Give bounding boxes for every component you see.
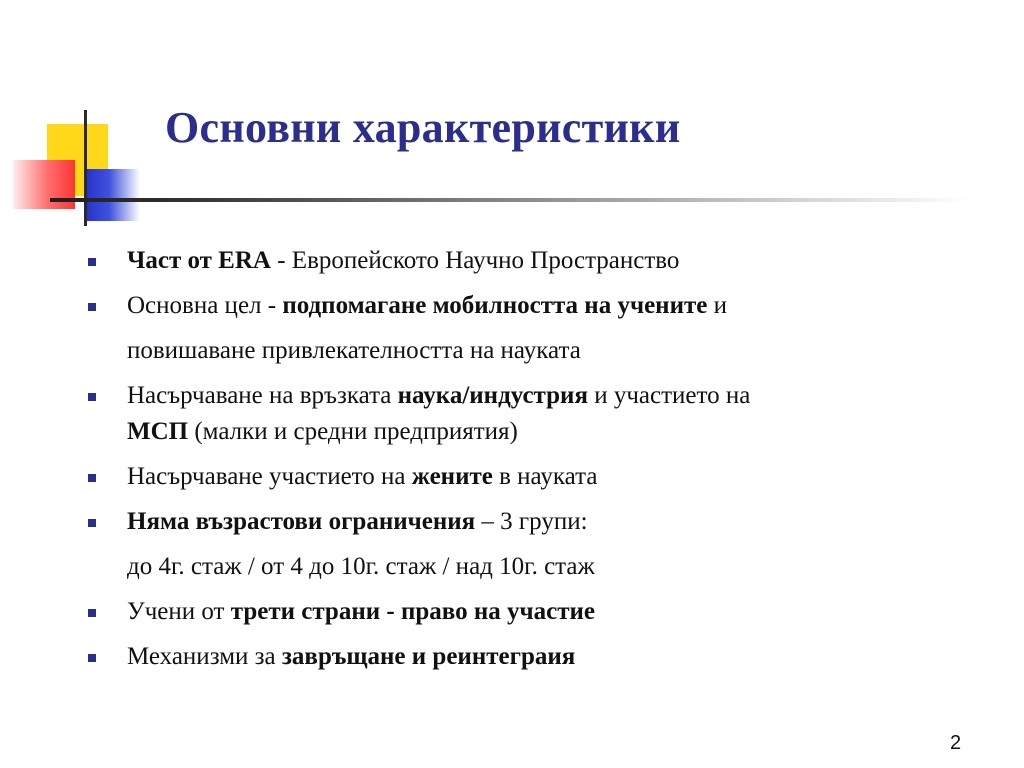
- bullet-item-main-goal: [0, 288, 1024, 324]
- bold-text: жените: [411, 463, 493, 490]
- bullet-square-icon: [88, 393, 96, 401]
- item-text: до 4г. стаж / от 4 до 10г. стаж / над 10г. стаж: [127, 553, 595, 580]
- item-text: (малки и средни предприятия): [188, 418, 518, 445]
- item-text: и: [707, 292, 727, 319]
- bold-text: подпомагане мобилността на учените: [282, 292, 708, 319]
- bullet-square-icon: [88, 654, 96, 662]
- item-text: в науката: [492, 463, 598, 490]
- bullet-square-icon: [88, 609, 96, 617]
- item-text: – 3 групи:: [475, 508, 588, 535]
- item-text: повишаване привлекателността на науката: [127, 337, 581, 364]
- bullet-item-era: [0, 243, 1024, 279]
- item-text: Учени от: [127, 598, 231, 625]
- bullet-item-reintegration: [0, 639, 1024, 675]
- item-text: Механизми за: [127, 643, 282, 670]
- bullet-item-groups: [0, 549, 1024, 585]
- title-underline: [50, 198, 970, 202]
- bold-text: Няма възрастови ограничения: [127, 508, 476, 535]
- page-number: 2: [950, 732, 962, 754]
- vertical-rule: [84, 110, 87, 226]
- item-text: - Европейското Научно Пространство: [270, 247, 680, 274]
- bullet-item-age: [0, 504, 1024, 540]
- bold-text: наука/индустрия: [397, 382, 588, 409]
- item-text: Насърчаване на връзката: [127, 382, 398, 409]
- bold-text: Част от ERA: [127, 247, 271, 274]
- bold-text: трети страни - право на участие: [230, 598, 595, 625]
- bullet-square-icon: [88, 474, 96, 482]
- bullet-item-industry: [0, 378, 1024, 414]
- item-text: и участието на: [587, 382, 751, 409]
- bullet-list: [0, 243, 1024, 675]
- bold-text: МСП: [127, 418, 189, 445]
- bullet-square-icon: [88, 303, 96, 311]
- bullet-item-women: [0, 459, 1024, 495]
- bullet-item-continuation: [0, 333, 1024, 369]
- bullet-square-icon: [88, 519, 96, 527]
- bullet-square-icon: [88, 258, 96, 266]
- item-text: Основна цел -: [127, 292, 283, 319]
- bullet-item-third-countries: [0, 594, 1024, 630]
- bullet-item-sme: [0, 414, 1024, 450]
- item-text: Насърчаване участието на: [127, 463, 412, 490]
- bold-text: завръщане и реинтеграия: [281, 643, 576, 670]
- blue-square: [84, 169, 140, 221]
- slide-title: Основни характеристики: [165, 103, 681, 152]
